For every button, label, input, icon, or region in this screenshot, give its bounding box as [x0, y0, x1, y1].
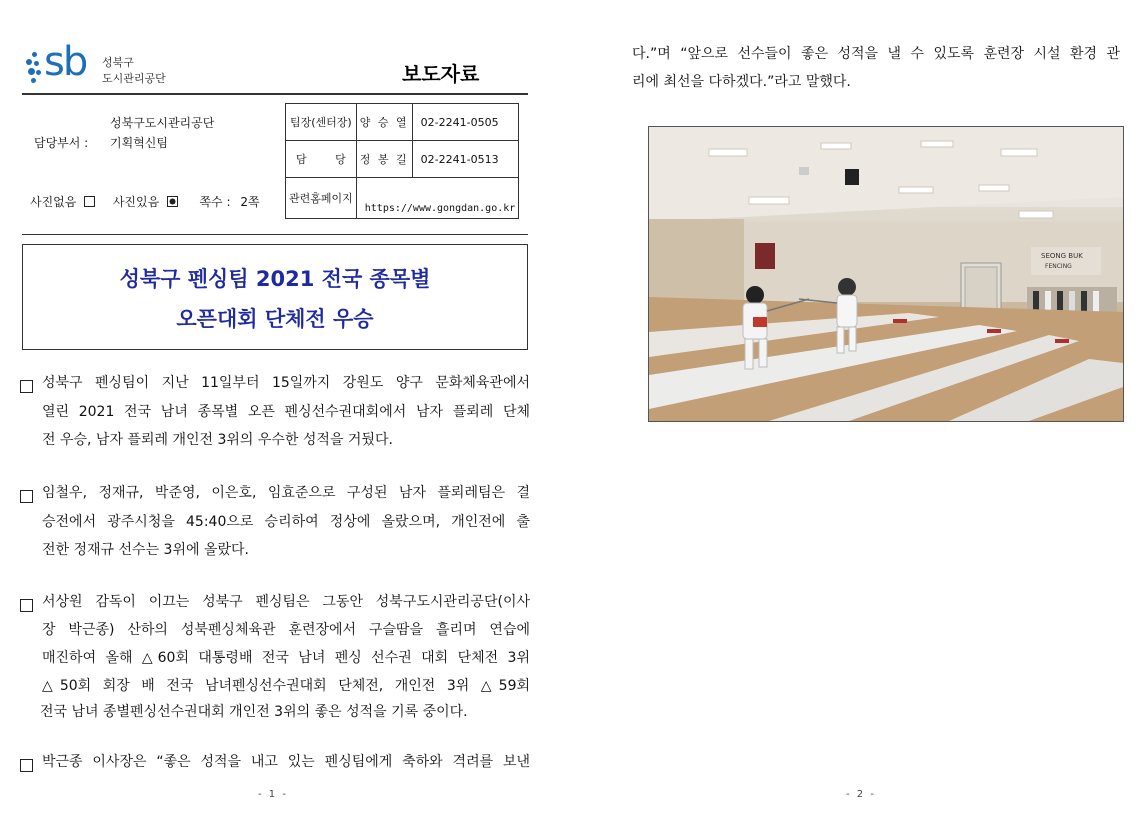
paragraph-4: [20, 752, 530, 776]
paragraph-1: [20, 373, 530, 453]
paragraph-line: 전 우승, 남자 플뢰레 개인전 3위의 우수한 성적을 거뒀다.: [42, 432, 393, 448]
page-1: [0, 0, 560, 814]
paragraph-line: 서상원 감독이 이끄는 성북구 펜싱팀은 그동안 성북구도시관리공단(이사: [42, 594, 530, 610]
contact-cell: 02-2241-0505: [412, 104, 519, 141]
paragraph-line: 성북구 펜싱팀이 지난 11일부터 15일까지 강원도 양구 문화체육관에서: [42, 375, 530, 391]
doc-type-title: 보도자료: [402, 62, 480, 86]
paragraph-2: [20, 483, 530, 563]
paragraph-line: 임철우, 정재규, 박준영, 이은호, 임효준으로 구성된 남자 플뢰레팀은 결: [42, 485, 530, 501]
paragraph-line: 전국 남녀 종별펜싱선수권대회 개인전 3위의 좋은 성적을 기록 중이다.: [40, 704, 468, 720]
bullet-square-icon: [20, 599, 33, 612]
paragraph-line: △50회 회장 배 전국 남녀펜싱선수권대회 단체전, 개인전 3위 △59회: [42, 678, 530, 694]
logo-line-1: 성북구: [102, 56, 134, 69]
paragraph-line: 승전에서 광주시청을 45:40으로 승리하여 정상에 올랐으며, 개인전에 출: [42, 514, 530, 530]
headline-box: [22, 244, 528, 350]
contact-table: [285, 103, 519, 219]
wall-sign-line-1: SEONG BUK: [1041, 252, 1083, 260]
photo-yes-label: 사진있음: [112, 195, 160, 209]
name-cell: 정 봉 길: [356, 141, 412, 178]
table-row: [286, 104, 519, 141]
dept-name: 기획혁신팀: [110, 136, 168, 150]
fencing-hall-illustration: [649, 127, 1123, 421]
org-name: 성북구도시관리공단: [110, 116, 215, 130]
paragraph-line: 박근종 이사장은 “좋은 성적을 내고 있는 펜싱팀에게 축하와 격려를 보낸: [42, 754, 530, 770]
table-row: [286, 178, 519, 219]
paragraph-line: 열린 2021 전국 남녀 종목별 오픈 펜싱선수권대회에서 남자 플뢰레 단체: [42, 404, 530, 420]
role-cell: 담 당: [286, 141, 357, 178]
logo-mark-text: sb: [44, 39, 87, 85]
headline-line-2: 오픈대회 단체전 우승: [176, 307, 374, 331]
table-row: [286, 141, 519, 178]
continued-line: 리에 최선을 다하겠다.”라고 말했다.: [632, 74, 851, 90]
agency-logo: [26, 39, 166, 90]
info-rule: [22, 234, 528, 235]
dept-label: 담당부서 :: [34, 136, 89, 150]
header-rule: [22, 93, 528, 95]
homepage-link[interactable]: https://www.gongdan.go.kr: [356, 178, 519, 219]
role-cell: 팀장(센터장): [286, 104, 357, 141]
page-number-left: - 1 -: [258, 789, 288, 800]
logo-line-2: 도시관리공단: [102, 72, 166, 85]
wall-sign-line-2: FENCING: [1045, 263, 1072, 270]
paragraph-line: 장 박근종) 산하의 성북펜싱체육관 훈련장에서 구슬땀을 흘리며 연습에: [42, 622, 530, 638]
paragraph-3: [20, 592, 530, 722]
bullet-square-icon: [20, 490, 33, 503]
paragraph-line: 매진하여 올해 △60회 대통령배 전국 남녀 펜싱 선수권 대회 단체전 3위: [42, 650, 530, 666]
bullet-square-icon: [20, 380, 33, 393]
continued-line: 다.”며 “앞으로 선수들이 좋은 성적을 낼 수 있도록 훈련장 시설 환경 관: [632, 46, 1120, 62]
pages-label: 쪽수 :: [199, 195, 231, 209]
paragraph-line: 전한 정재규 선수는 3위에 올랐다.: [42, 542, 249, 558]
photo-none-checkbox: [84, 196, 95, 207]
photo-yes-checkbox: [167, 196, 178, 207]
pages-value: 2쪽: [240, 195, 260, 209]
role-cell: 관련홈페이지: [286, 178, 357, 219]
headline-line-1: 성북구 펜싱팀 2021 전국 종목별: [119, 267, 431, 291]
page-number-right: - 2 -: [846, 789, 876, 800]
photo-info: [30, 193, 266, 210]
fencing-photo: [648, 126, 1124, 422]
page-2: [560, 0, 1141, 814]
name-cell: 양 승 열: [356, 104, 412, 141]
bullet-square-icon: [20, 759, 33, 772]
contact-cell: 02-2241-0513: [412, 141, 519, 178]
photo-none-label: 사진없음: [30, 195, 77, 209]
